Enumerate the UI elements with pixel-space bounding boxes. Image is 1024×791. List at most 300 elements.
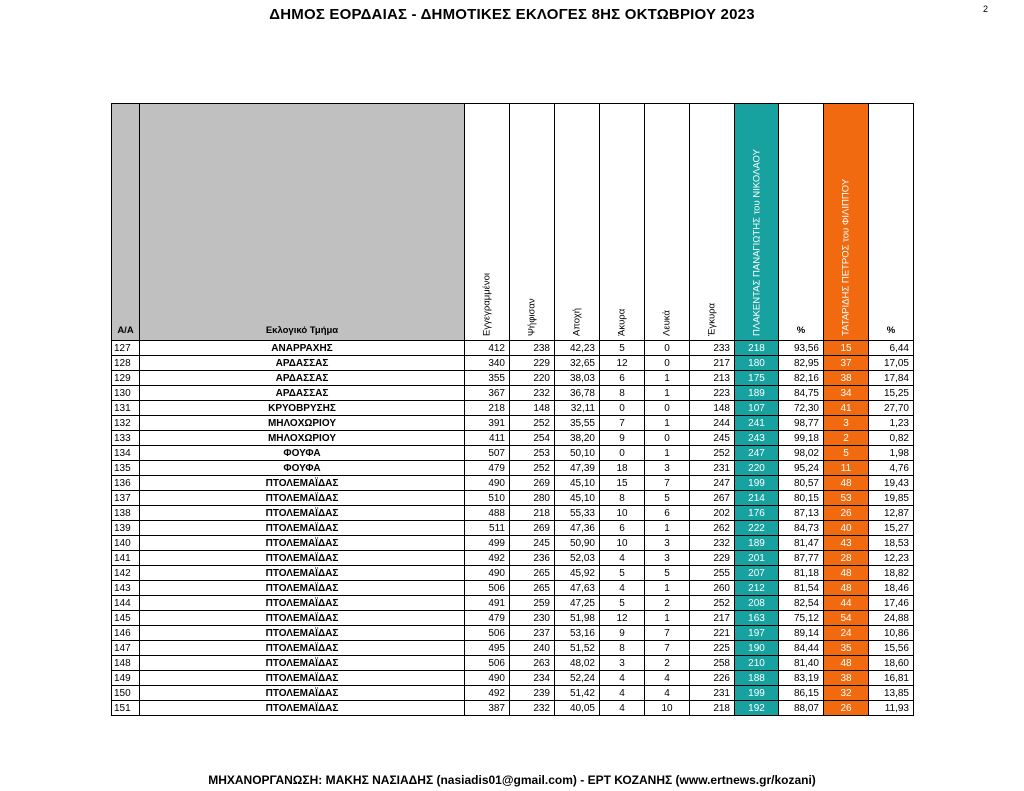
- cell-pct2: 12,23: [869, 551, 914, 566]
- cell-aa: 131: [112, 401, 140, 416]
- header-candidate2: ΤΑΤΑΡΙΔΗΣ ΠΕΤΡΟΣ του ΦΙΛΙΠΠΟΥ: [824, 104, 869, 341]
- cell-registered: 387: [465, 701, 510, 716]
- table-row: [112, 536, 914, 551]
- table-row: [112, 521, 914, 536]
- cell-blank: 0: [645, 431, 690, 446]
- cell-valid: 217: [690, 356, 735, 371]
- cell-candidate2: 34: [824, 386, 869, 401]
- cell-pct1: 87,77: [779, 551, 824, 566]
- cell-candidate1: 197: [735, 626, 779, 641]
- cell-section: ΜΗΛΟΧΩΡΙΟΥ: [140, 416, 465, 431]
- cell-pct1: 98,77: [779, 416, 824, 431]
- cell-aa: 136: [112, 476, 140, 491]
- cell-blank: 5: [645, 566, 690, 581]
- footer-credits: ΜΗΧΑΝΟΡΓΑΝΩΣΗ: ΜΑΚΗΣ ΝΑΣΙΑΔΗΣ (nasiadis01@gmail.com) - ΕΡΤ ΚΟΖΑΝΗΣ (www.ertnews.gr/kozani): [208, 773, 816, 787]
- cell-invalid: 8: [600, 641, 645, 656]
- cell-voted: 253: [510, 446, 555, 461]
- cell-aa: 151: [112, 701, 140, 716]
- header-abstention: Αποχή: [555, 104, 600, 341]
- cell-candidate2: 11: [824, 461, 869, 476]
- cell-valid: 225: [690, 641, 735, 656]
- cell-abstention: 45,10: [555, 476, 600, 491]
- cell-pct2: 11,93: [869, 701, 914, 716]
- cell-pct2: 16,81: [869, 671, 914, 686]
- cell-candidate1: 180: [735, 356, 779, 371]
- cell-candidate2: 41: [824, 401, 869, 416]
- cell-abstention: 38,20: [555, 431, 600, 446]
- cell-valid: 213: [690, 371, 735, 386]
- cell-aa: 132: [112, 416, 140, 431]
- cell-registered: 367: [465, 386, 510, 401]
- cell-pct1: 99,18: [779, 431, 824, 446]
- cell-pct1: 80,15: [779, 491, 824, 506]
- table-row: [112, 611, 914, 626]
- cell-section: ΠΤΟΛΕΜΑΪΔΑΣ: [140, 596, 465, 611]
- cell-section: ΠΤΟΛΕΜΑΪΔΑΣ: [140, 566, 465, 581]
- cell-section: ΠΤΟΛΕΜΑΪΔΑΣ: [140, 701, 465, 716]
- cell-registered: 499: [465, 536, 510, 551]
- cell-blank: 4: [645, 686, 690, 701]
- cell-pct2: 6,44: [869, 341, 914, 356]
- table-row: [112, 671, 914, 686]
- cell-candidate1: 163: [735, 611, 779, 626]
- cell-pct1: 95,24: [779, 461, 824, 476]
- cell-valid: 252: [690, 446, 735, 461]
- cell-candidate1: 188: [735, 671, 779, 686]
- cell-blank: 7: [645, 641, 690, 656]
- cell-registered: 412: [465, 341, 510, 356]
- cell-invalid: 4: [600, 686, 645, 701]
- cell-pct1: 81,54: [779, 581, 824, 596]
- cell-section: ΜΗΛΟΧΩΡΙΟΥ: [140, 431, 465, 446]
- cell-aa: 137: [112, 491, 140, 506]
- cell-abstention: 32,65: [555, 356, 600, 371]
- page-title: ΔΗΜΟΣ ΕΟΡΔΑΙΑΣ - ΔΗΜΟΤΙΚΕΣ ΕΚΛΟΓΕΣ 8ΗΣ ΟΚΤΩΒΡΙΟΥ 2023: [269, 6, 755, 23]
- cell-candidate2: 38: [824, 371, 869, 386]
- cell-candidate2: 48: [824, 581, 869, 596]
- cell-candidate2: 44: [824, 596, 869, 611]
- cell-valid: 255: [690, 566, 735, 581]
- cell-blank: 2: [645, 656, 690, 671]
- cell-invalid: 18: [600, 461, 645, 476]
- cell-blank: 0: [645, 401, 690, 416]
- cell-candidate2: 48: [824, 566, 869, 581]
- cell-pct1: 84,44: [779, 641, 824, 656]
- cell-invalid: 6: [600, 371, 645, 386]
- cell-registered: 391: [465, 416, 510, 431]
- cell-pct2: 15,56: [869, 641, 914, 656]
- cell-section: ΑΡΔΑΣΣΑΣ: [140, 371, 465, 386]
- cell-section: ΠΤΟΛΕΜΑΪΔΑΣ: [140, 656, 465, 671]
- cell-candidate2: 53: [824, 491, 869, 506]
- cell-pct2: 13,85: [869, 686, 914, 701]
- cell-pct2: 1,23: [869, 416, 914, 431]
- cell-pct1: 82,16: [779, 371, 824, 386]
- cell-voted: 252: [510, 416, 555, 431]
- cell-voted: 240: [510, 641, 555, 656]
- header-registered: Εγγεγραμμένοι: [465, 104, 510, 341]
- cell-pct1: 93,56: [779, 341, 824, 356]
- cell-pct1: 82,95: [779, 356, 824, 371]
- cell-candidate2: 2: [824, 431, 869, 446]
- table-row: [112, 656, 914, 671]
- table-row: [112, 626, 914, 641]
- table-row: [112, 581, 914, 596]
- header-voted: Ψήφισαν: [510, 104, 555, 341]
- cell-abstention: 45,92: [555, 566, 600, 581]
- cell-candidate1: 175: [735, 371, 779, 386]
- cell-voted: 218: [510, 506, 555, 521]
- cell-section: ΦΟΥΦΑ: [140, 446, 465, 461]
- cell-aa: 150: [112, 686, 140, 701]
- cell-voted: 269: [510, 476, 555, 491]
- cell-invalid: 4: [600, 551, 645, 566]
- cell-pct2: 27,70: [869, 401, 914, 416]
- cell-abstention: 38,03: [555, 371, 600, 386]
- cell-aa: 129: [112, 371, 140, 386]
- cell-section: ΠΤΟΛΕΜΑΪΔΑΣ: [140, 491, 465, 506]
- cell-aa: 148: [112, 656, 140, 671]
- cell-candidate2: 37: [824, 356, 869, 371]
- page-number: 2: [982, 4, 988, 14]
- cell-section: ΚΡΥΟΒΡΥΣΗΣ: [140, 401, 465, 416]
- cell-candidate1: 189: [735, 536, 779, 551]
- cell-blank: 6: [645, 506, 690, 521]
- cell-valid: 217: [690, 611, 735, 626]
- cell-registered: 479: [465, 611, 510, 626]
- table-row: [112, 551, 914, 566]
- cell-pct2: 17,46: [869, 596, 914, 611]
- cell-voted: 230: [510, 611, 555, 626]
- cell-aa: 142: [112, 566, 140, 581]
- cell-candidate1: 201: [735, 551, 779, 566]
- cell-registered: 491: [465, 596, 510, 611]
- cell-abstention: 53,16: [555, 626, 600, 641]
- cell-pct1: 81,47: [779, 536, 824, 551]
- header-invalid: Άκυρα: [600, 104, 645, 341]
- header-candidate1: ΠΛΑΚΕΝΤΑΣ ΠΑΝΑΓΙΩΤΗΣ του ΝΙΚΟΛΑΟΥ: [735, 104, 779, 341]
- cell-blank: 1: [645, 371, 690, 386]
- cell-candidate2: 26: [824, 701, 869, 716]
- results-body: [112, 341, 914, 716]
- cell-invalid: 8: [600, 491, 645, 506]
- cell-blank: 0: [645, 356, 690, 371]
- cell-valid: 260: [690, 581, 735, 596]
- cell-voted: 254: [510, 431, 555, 446]
- header-section: Εκλογικό Τμήμα: [140, 104, 465, 341]
- cell-candidate1: 207: [735, 566, 779, 581]
- header-row: [112, 104, 914, 341]
- cell-blank: 1: [645, 446, 690, 461]
- cell-pct2: 24,88: [869, 611, 914, 626]
- cell-pct1: 83,19: [779, 671, 824, 686]
- cell-aa: 145: [112, 611, 140, 626]
- cell-abstention: 42,23: [555, 341, 600, 356]
- cell-pct2: 18,53: [869, 536, 914, 551]
- table-row: [112, 341, 914, 356]
- cell-abstention: 51,52: [555, 641, 600, 656]
- cell-valid: 223: [690, 386, 735, 401]
- cell-voted: 239: [510, 686, 555, 701]
- cell-aa: 139: [112, 521, 140, 536]
- cell-candidate1: 220: [735, 461, 779, 476]
- cell-candidate2: 48: [824, 476, 869, 491]
- table-row: [112, 641, 914, 656]
- cell-blank: 2: [645, 596, 690, 611]
- cell-blank: 1: [645, 386, 690, 401]
- table-row: [112, 491, 914, 506]
- cell-voted: 265: [510, 566, 555, 581]
- table-row: [112, 701, 914, 716]
- cell-blank: 5: [645, 491, 690, 506]
- table-row: [112, 386, 914, 401]
- cell-candidate1: 210: [735, 656, 779, 671]
- cell-candidate1: 241: [735, 416, 779, 431]
- table-row: [112, 566, 914, 581]
- table-row: [112, 401, 914, 416]
- cell-candidate1: 189: [735, 386, 779, 401]
- cell-blank: 1: [645, 521, 690, 536]
- cell-candidate1: 222: [735, 521, 779, 536]
- cell-candidate2: 24: [824, 626, 869, 641]
- cell-invalid: 4: [600, 671, 645, 686]
- cell-aa: 130: [112, 386, 140, 401]
- cell-aa: 138: [112, 506, 140, 521]
- cell-registered: 506: [465, 626, 510, 641]
- cell-invalid: 0: [600, 401, 645, 416]
- cell-aa: 143: [112, 581, 140, 596]
- table-row: [112, 596, 914, 611]
- cell-invalid: 3: [600, 656, 645, 671]
- cell-valid: 233: [690, 341, 735, 356]
- cell-aa: 147: [112, 641, 140, 656]
- table-row: [112, 371, 914, 386]
- cell-voted: 232: [510, 701, 555, 716]
- cell-pct1: 75,12: [779, 611, 824, 626]
- cell-aa: 133: [112, 431, 140, 446]
- cell-pct1: 98,02: [779, 446, 824, 461]
- cell-valid: 229: [690, 551, 735, 566]
- cell-candidate2: 35: [824, 641, 869, 656]
- cell-valid: 258: [690, 656, 735, 671]
- cell-voted: 252: [510, 461, 555, 476]
- cell-valid: 231: [690, 461, 735, 476]
- cell-pct2: 12,87: [869, 506, 914, 521]
- header-aa: Α/Α: [112, 104, 140, 341]
- header-pct2: %: [869, 104, 914, 341]
- cell-invalid: 12: [600, 356, 645, 371]
- cell-valid: 202: [690, 506, 735, 521]
- cell-candidate2: 40: [824, 521, 869, 536]
- cell-abstention: 47,39: [555, 461, 600, 476]
- cell-candidate1: 218: [735, 341, 779, 356]
- cell-abstention: 47,36: [555, 521, 600, 536]
- cell-section: ΠΤΟΛΕΜΑΪΔΑΣ: [140, 671, 465, 686]
- cell-candidate1: 190: [735, 641, 779, 656]
- cell-abstention: 32,11: [555, 401, 600, 416]
- cell-valid: 226: [690, 671, 735, 686]
- cell-valid: 252: [690, 596, 735, 611]
- cell-section: ΠΤΟΛΕΜΑΪΔΑΣ: [140, 551, 465, 566]
- table-row: [112, 686, 914, 701]
- cell-aa: 134: [112, 446, 140, 461]
- cell-invalid: 9: [600, 431, 645, 446]
- cell-registered: 506: [465, 656, 510, 671]
- cell-invalid: 5: [600, 566, 645, 581]
- cell-valid: 232: [690, 536, 735, 551]
- cell-voted: 238: [510, 341, 555, 356]
- cell-candidate2: 3: [824, 416, 869, 431]
- cell-aa: 146: [112, 626, 140, 641]
- cell-abstention: 52,24: [555, 671, 600, 686]
- results-table: [111, 103, 914, 716]
- cell-abstention: 47,25: [555, 596, 600, 611]
- cell-aa: 128: [112, 356, 140, 371]
- cell-abstention: 50,10: [555, 446, 600, 461]
- cell-invalid: 6: [600, 521, 645, 536]
- cell-valid: 218: [690, 701, 735, 716]
- header-valid: Έγκυρα: [690, 104, 735, 341]
- cell-voted: 232: [510, 386, 555, 401]
- cell-voted: 234: [510, 671, 555, 686]
- cell-aa: 149: [112, 671, 140, 686]
- cell-blank: 1: [645, 581, 690, 596]
- cell-invalid: 12: [600, 611, 645, 626]
- cell-voted: 259: [510, 596, 555, 611]
- cell-candidate2: 15: [824, 341, 869, 356]
- cell-candidate2: 5: [824, 446, 869, 461]
- cell-registered: 492: [465, 686, 510, 701]
- cell-blank: 7: [645, 626, 690, 641]
- cell-section: ΦΟΥΦΑ: [140, 461, 465, 476]
- cell-abstention: 47,63: [555, 581, 600, 596]
- table-row: [112, 356, 914, 371]
- cell-candidate1: 214: [735, 491, 779, 506]
- cell-candidate2: 26: [824, 506, 869, 521]
- cell-aa: 127: [112, 341, 140, 356]
- cell-pct2: 19,43: [869, 476, 914, 491]
- cell-section: ΠΤΟΛΕΜΑΪΔΑΣ: [140, 641, 465, 656]
- cell-registered: 218: [465, 401, 510, 416]
- cell-registered: 506: [465, 581, 510, 596]
- cell-invalid: 5: [600, 596, 645, 611]
- cell-blank: 1: [645, 611, 690, 626]
- cell-abstention: 45,10: [555, 491, 600, 506]
- cell-valid: 262: [690, 521, 735, 536]
- cell-pct2: 1,98: [869, 446, 914, 461]
- cell-pct2: 19,85: [869, 491, 914, 506]
- cell-registered: 510: [465, 491, 510, 506]
- cell-pct1: 72,30: [779, 401, 824, 416]
- cell-candidate2: 54: [824, 611, 869, 626]
- cell-pct2: 18,46: [869, 581, 914, 596]
- cell-aa: 140: [112, 536, 140, 551]
- cell-abstention: 51,42: [555, 686, 600, 701]
- cell-candidate1: 247: [735, 446, 779, 461]
- cell-registered: 490: [465, 566, 510, 581]
- cell-voted: 229: [510, 356, 555, 371]
- cell-candidate2: 43: [824, 536, 869, 551]
- cell-pct1: 87,13: [779, 506, 824, 521]
- cell-invalid: 4: [600, 701, 645, 716]
- cell-abstention: 55,33: [555, 506, 600, 521]
- cell-voted: 245: [510, 536, 555, 551]
- cell-pct1: 89,14: [779, 626, 824, 641]
- cell-candidate1: 208: [735, 596, 779, 611]
- cell-valid: 148: [690, 401, 735, 416]
- cell-voted: 236: [510, 551, 555, 566]
- cell-registered: 490: [465, 476, 510, 491]
- cell-candidate2: 28: [824, 551, 869, 566]
- cell-pct2: 18,82: [869, 566, 914, 581]
- cell-abstention: 36,78: [555, 386, 600, 401]
- cell-registered: 479: [465, 461, 510, 476]
- cell-registered: 355: [465, 371, 510, 386]
- cell-section: ΠΤΟΛΕΜΑΪΔΑΣ: [140, 581, 465, 596]
- cell-aa: 144: [112, 596, 140, 611]
- cell-candidate1: 107: [735, 401, 779, 416]
- cell-section: ΠΤΟΛΕΜΑΪΔΑΣ: [140, 611, 465, 626]
- cell-valid: 231: [690, 686, 735, 701]
- table-row: [112, 461, 914, 476]
- cell-invalid: 4: [600, 581, 645, 596]
- table-row: [112, 506, 914, 521]
- cell-valid: 221: [690, 626, 735, 641]
- table-row: [112, 476, 914, 491]
- cell-blank: 7: [645, 476, 690, 491]
- header-pct1: %: [779, 104, 824, 341]
- cell-candidate1: 192: [735, 701, 779, 716]
- cell-registered: 492: [465, 551, 510, 566]
- cell-candidate2: 38: [824, 671, 869, 686]
- cell-pct1: 80,57: [779, 476, 824, 491]
- cell-section: ΑΡΔΑΣΣΑΣ: [140, 356, 465, 371]
- cell-pct2: 15,27: [869, 521, 914, 536]
- cell-invalid: 8: [600, 386, 645, 401]
- cell-aa: 135: [112, 461, 140, 476]
- cell-candidate2: 32: [824, 686, 869, 701]
- cell-pct2: 17,05: [869, 356, 914, 371]
- cell-blank: 10: [645, 701, 690, 716]
- cell-abstention: 52,03: [555, 551, 600, 566]
- cell-invalid: 0: [600, 446, 645, 461]
- cell-voted: 148: [510, 401, 555, 416]
- cell-registered: 490: [465, 671, 510, 686]
- cell-pct1: 84,75: [779, 386, 824, 401]
- table-row: [112, 446, 914, 461]
- cell-valid: 244: [690, 416, 735, 431]
- cell-candidate2: 48: [824, 656, 869, 671]
- cell-abstention: 50,90: [555, 536, 600, 551]
- cell-pct2: 18,60: [869, 656, 914, 671]
- cell-registered: 507: [465, 446, 510, 461]
- cell-pct1: 81,40: [779, 656, 824, 671]
- cell-voted: 220: [510, 371, 555, 386]
- cell-blank: 0: [645, 341, 690, 356]
- cell-abstention: 40,05: [555, 701, 600, 716]
- cell-voted: 269: [510, 521, 555, 536]
- cell-candidate1: 243: [735, 431, 779, 446]
- cell-pct1: 86,15: [779, 686, 824, 701]
- cell-section: ΠΤΟΛΕΜΑΪΔΑΣ: [140, 626, 465, 641]
- cell-invalid: 7: [600, 416, 645, 431]
- cell-section: ΠΤΟΛΕΜΑΪΔΑΣ: [140, 686, 465, 701]
- cell-invalid: 15: [600, 476, 645, 491]
- table-row: [112, 431, 914, 446]
- cell-pct1: 81,18: [779, 566, 824, 581]
- cell-abstention: 48,02: [555, 656, 600, 671]
- cell-registered: 488: [465, 506, 510, 521]
